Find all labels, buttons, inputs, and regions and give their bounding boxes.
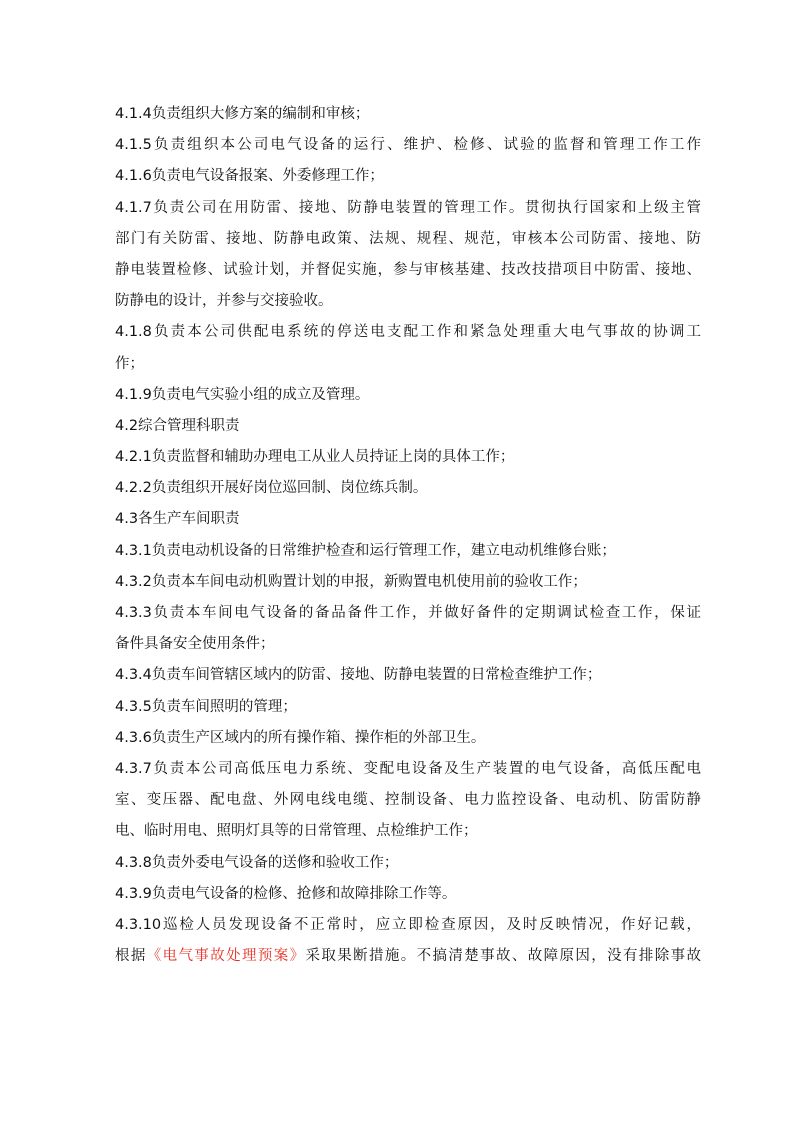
line-text-after: 采取果断措施。不搞清楚事故、故障原因，没有排除事故 xyxy=(305,948,701,965)
plan-reference-link[interactable]: 《电气事故处理预案》 xyxy=(146,948,306,965)
section-heading: 4.2综合管理科职责 xyxy=(115,417,240,434)
paragraph-line: 4.1.7负责公司在用防雷、接地、防静电装置的管理工作。贯彻执行国家和上级主管 xyxy=(115,199,701,216)
paragraph-line: 4.3.5负责车间照明的管理； xyxy=(115,698,297,715)
paragraph-line: 4.2.2负责组织开展好岗位巡回制、岗位练兵制。 xyxy=(115,480,428,497)
paragraph-line: 防静电的设计，并参与交接验收。 xyxy=(115,293,333,310)
paragraph-line-last xyxy=(115,941,701,972)
paragraph-line: 4.3.6负责生产区域内的所有操作箱、操作柜的外部卫生。 xyxy=(115,729,486,746)
paragraph-line: 电、临时用电、照明灯具等的日常管理、点检维护工作； xyxy=(115,823,478,840)
paragraph-line: 4.3.1负责电动机设备的日常维护检查和运行管理工作，建立电动机维修台账； xyxy=(115,542,616,559)
paragraph-line: 4.3.10巡检人员发现设备不正常时，应立即检查原因，及时反映情况，作好记载， xyxy=(115,916,701,933)
section-heading: 4.3各生产车间职责 xyxy=(115,511,240,528)
paragraph-line: 4.1.6负责电气设备报案、外委修理工作； xyxy=(115,168,384,185)
paragraph-line: 4.1.8负责本公司供配电系统的停送电支配工作和紧急处理重大电气事故的协调工 xyxy=(115,324,701,341)
paragraph-line: 4.1.5负责组织本公司电气设备的运行、维护、检修、试验的监督和管理工作工作 xyxy=(115,137,701,154)
paragraph-line: 4.1.4负责组织大修方案的编制和审核； xyxy=(115,106,370,122)
paragraph-line: 备件具备安全使用条件； xyxy=(115,636,275,653)
paragraph-line: 4.3.2负责本车间电动机购置计划的申报，新购置电机使用前的验收工作； xyxy=(115,573,587,590)
line-text-before: 根据 xyxy=(115,948,147,965)
document-body xyxy=(115,99,701,972)
paragraph-line: 室、变压器、配电盘、外网电线电缆、控制设备、电力监控设备、电动机、防雷防静 xyxy=(115,792,701,809)
paragraph-line: 4.1.9负责电气实验小组的成立及管理。 xyxy=(115,386,370,403)
paragraph-line: 4.3.4负责车间管辖区域内的防雷、接地、防静电装置的日常检查维护工作； xyxy=(115,667,602,684)
paragraph-line: 作； xyxy=(115,355,144,372)
paragraph-line: 4.3.8负责外委电气设备的送修和验收工作； xyxy=(115,854,399,871)
paragraph-line: 4.2.1负责监督和辅助办理电工从业人员持证上岗的具体工作； xyxy=(115,449,515,466)
paragraph-line: 部门有关防雷、接地、防静电政策、法规、规程、规范，审核本公司防雷、接地、防 xyxy=(115,230,701,247)
paragraph-line: 4.3.9负责电气设备的检修、抢修和故障排除工作等。 xyxy=(115,885,457,902)
paragraph-line: 4.3.7负责本公司高低压电力系统、变配电设备及生产装置的电气设备，高低压配电 xyxy=(115,760,701,777)
paragraph-line: 静电装置检修、试验计划，并督促实施，参与审核基建、技改技措项目中防雷、接地、 xyxy=(115,261,701,278)
paragraph-line: 4.3.3负责本车间电气设备的备品备件工作，并做好备件的定期调试检查工作，保证 xyxy=(115,605,701,621)
